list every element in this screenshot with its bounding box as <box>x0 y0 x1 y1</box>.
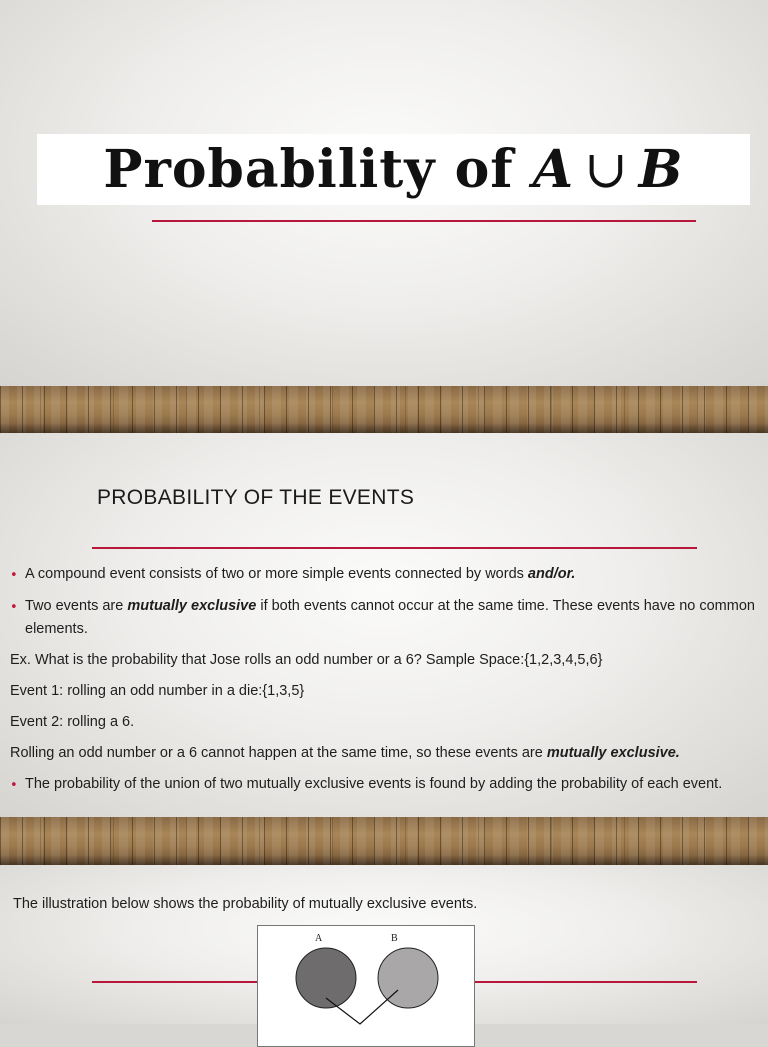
bullet2-text-post: if both events cannot occur at the same time. These events have no common <box>256 598 755 614</box>
slide-1 <box>0 0 768 386</box>
bullet-union-rule: The probability of the union of two mutually exclusive events is found by adding the probability of each event. <box>25 776 723 792</box>
venn-diagram <box>257 925 475 1047</box>
title-box <box>37 134 750 205</box>
bullet-mutually-exclusive <box>25 595 765 641</box>
example-text: Ex. What is the probability that Jose rolls an odd number or a 6? Sample Space:{1,2,3,4,5,6} <box>10 652 603 668</box>
venn-circle-a <box>296 948 356 1008</box>
slide-2-heading: PROBABILITY OF THE EVENTS <box>97 486 415 509</box>
slide-3-underline-right <box>474 981 697 983</box>
bullet1-emphasis: and/or. <box>527 566 576 582</box>
bullet-compound-event <box>25 563 760 586</box>
bullet1-text: A compound event consists of two or more simple events connected by words <box>25 566 528 582</box>
title-underline <box>152 220 696 222</box>
bullet2-emphasis: mutually exclusive <box>127 598 257 614</box>
bullet-icon: • <box>10 778 18 793</box>
venn-circle-b <box>378 948 438 1008</box>
math-b: B <box>638 139 684 200</box>
conclusion-pre: Rolling an odd number or a 6 cannot happen at the same time, so these events are <box>10 745 547 761</box>
wood-floor-1 <box>0 386 768 433</box>
title-math <box>533 139 684 200</box>
bullet-icon: • <box>10 568 18 583</box>
event-1-text: Event 1: rolling an odd number in a die:{1,3,5} <box>10 683 305 699</box>
title-label: Probability of <box>103 139 514 200</box>
bullet2-text-line2: elements. <box>25 621 88 637</box>
union-symbol: ∪ <box>584 140 629 200</box>
slide-3-underline-left <box>92 981 257 983</box>
conclusion-text <box>10 742 760 765</box>
venn-svg <box>258 926 474 1046</box>
slide-title <box>103 139 683 200</box>
conclusion-emphasis: mutually exclusive. <box>546 745 680 761</box>
math-a: A <box>532 139 575 200</box>
heading-underline <box>92 547 697 549</box>
venn-label-b: B <box>391 933 398 944</box>
wood-floor-2 <box>0 817 768 865</box>
illustration-caption: The illustration below shows the probability of mutually exclusive events. <box>13 896 478 912</box>
venn-label-a: A <box>315 933 323 944</box>
bullet2-text-pre: Two events are <box>25 598 128 614</box>
bullet-icon: • <box>10 600 18 615</box>
event-2-text: Event 2: rolling a 6. <box>10 714 135 730</box>
